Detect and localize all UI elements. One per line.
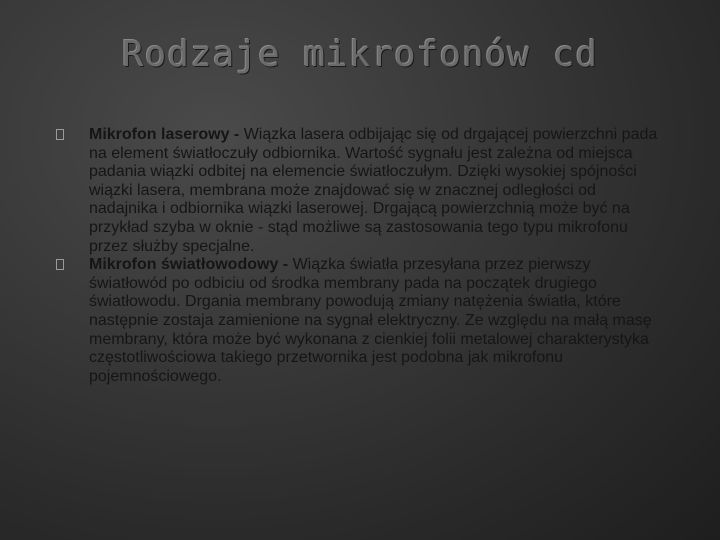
bullet-lead: Mikrofon laserowy - — [89, 126, 244, 143]
square-bullet-icon — [56, 129, 64, 140]
slide-content — [56, 126, 668, 386]
bullet-text — [89, 256, 668, 386]
square-bullet-icon — [56, 259, 64, 270]
bullet-body: Wiązka światła przesyłana przez pierwszy światłowód po odbiciu od środka membrany pada na początek drugiego światłowodu. Drgania membrany powodują zmiany natężenia światła, które następnie zostaja zamienione na sygnał elektryczny. Ze względu na małą masę membrany, która może być wykonana z cienkiej folii metalowej charakterystyka częstotliwościowa takiego przetwornika jest podobna jak mikrofonu pojemnościowego. — [89, 256, 652, 385]
bullet-body: Wiązka lasera odbijając się od drgającej powierzchni pada na element światłoczuły odbiornika. Wartość sygnału jest zależna od miejsca padania wiązki odbitej na elemencie światłoczułym. Dzięki wysokiej spójności wiązki lasera, membrana może znajdować się w znacznej odległości od nadajnika i odbiornika wiązki laserowej. Drgającą powierzchnią może być na przykład szyba w oknie - stąd możliwe są zastosowania tego typu mikrofonu przez służby specjalne. — [89, 126, 658, 255]
slide-title: Rodzaje mikrofonów cd — [121, 34, 599, 75]
bullet-text — [89, 126, 668, 256]
bullet-lead: Mikrofon światłowodowy - — [89, 256, 293, 274]
bullet-item-laser-microphone — [56, 126, 668, 256]
bullet-item-fiber-microphone — [56, 256, 668, 386]
